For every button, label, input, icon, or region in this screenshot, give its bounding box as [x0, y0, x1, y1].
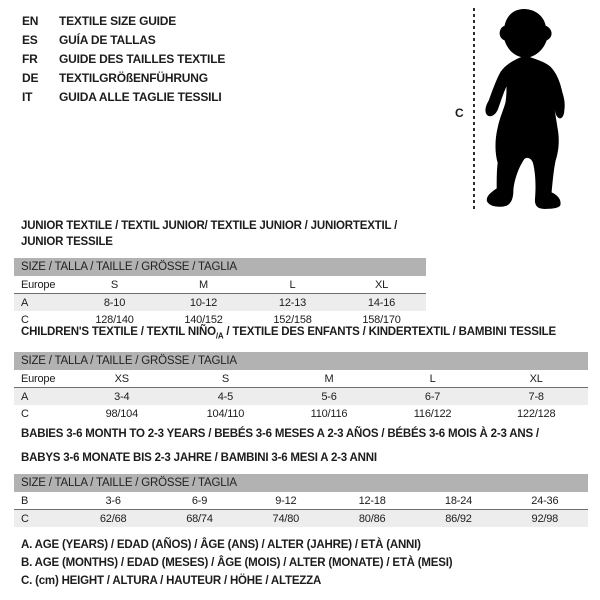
- height-measure-label: C: [455, 106, 464, 120]
- value-cell: 110/116: [310, 407, 348, 420]
- language-row: [22, 69, 225, 88]
- language-code: IT: [22, 90, 33, 104]
- language-label: GUIDA ALLE TAGLIE TESSILI: [59, 90, 222, 104]
- table-row: [14, 510, 588, 528]
- legend-line: A. AGE (YEARS) / EDAD (AÑOS) / ÂGE (ANS) / ALTER (JAHRE) / ETÀ (ANNI): [21, 539, 421, 551]
- babies-table-title: [14, 426, 588, 466]
- language-code: DE: [22, 71, 39, 85]
- language-row: [22, 31, 225, 50]
- value-cell: S: [221, 372, 229, 385]
- table-row: [14, 492, 588, 510]
- babies-size-table: [14, 474, 588, 527]
- value-cell: 8-10: [70, 294, 159, 312]
- table-row: [14, 276, 426, 294]
- table-title-line: BABYS 3-6 MONATE BIS 2-3 JAHRE / BAMBINI 3-6 MESI A 2-3 ANNI: [21, 452, 377, 464]
- value-cell: 3-6: [105, 494, 121, 507]
- language-label: TEXTILE SIZE GUIDE: [59, 14, 177, 28]
- table-title-line: JUNIOR TEXTILE / TEXTIL JUNIOR/ TEXTILE JUNIOR / JUNIORTEXTIL / JUNIOR TESSILE: [21, 220, 398, 248]
- language-code: ES: [22, 33, 38, 47]
- legend-line: B. AGE (MONTHS) / EDAD (MESES) / ÂGE (MOIS) / ALTER (MONATE) / ETÀ (MESI): [21, 557, 453, 569]
- junior-size-table: [14, 258, 426, 328]
- value-cell: XL: [374, 278, 389, 291]
- table-row: [14, 388, 588, 406]
- children-size-table-section: [14, 324, 588, 422]
- value-cell: 12-13: [248, 294, 337, 312]
- value-cell: 6-7: [381, 388, 485, 406]
- language-label: TEXTILGRÖßENFÜHRUNG: [59, 71, 208, 85]
- value-cell: 9-12: [275, 494, 297, 507]
- value-cell: 4-5: [174, 388, 278, 406]
- value-cell: 104/110: [206, 407, 245, 420]
- table-row: [14, 405, 588, 422]
- value-cell: S: [110, 278, 119, 291]
- value-cell: 140/152: [184, 313, 223, 326]
- table-title-line: BABIES 3-6 MONTH TO 2-3 YEARS / BEBÉS 3-6 MESES A 2-3 AÑOS / BÉBÉS 3-6 MOIS À 2-3 ANS /: [21, 428, 539, 440]
- language-label: GUIDE DES TAILLES TEXTILE: [59, 52, 226, 66]
- row-label-cell: C: [21, 407, 29, 420]
- junior-table-title: [14, 218, 426, 250]
- value-cell: L: [429, 372, 436, 385]
- legend-line: C. (cm) HEIGHT / ALTURA / HAUTEUR / HÖHE / ALTEZZA: [21, 575, 322, 587]
- children-table-title: [14, 324, 588, 344]
- table-row: [14, 294, 426, 312]
- size-header-row: [14, 258, 426, 276]
- measure-legend: [21, 536, 452, 590]
- row-label-cell: A: [14, 294, 70, 312]
- children-size-table: [14, 352, 588, 422]
- table-row: [14, 370, 588, 388]
- size-header-cell: SIZE / TALLA / TAILLE / GRÖSSE / TAGLIA: [14, 258, 426, 276]
- value-cell: 14-16: [337, 294, 426, 312]
- value-cell: 86/92: [415, 510, 501, 528]
- value-cell: 12-18: [358, 494, 386, 507]
- value-cell: XL: [529, 372, 543, 385]
- language-row: [22, 88, 225, 107]
- value-cell: 80/86: [329, 510, 415, 528]
- value-cell: 7-8: [484, 388, 588, 406]
- value-cell: 92/98: [502, 510, 588, 528]
- value-cell: 152/158: [273, 313, 312, 326]
- language-code: FR: [22, 52, 38, 66]
- size-header-cell: SIZE / TALLA / TAILLE / GRÖSSE / TAGLIA: [14, 474, 588, 492]
- row-label-cell: B: [21, 494, 29, 507]
- value-cell: 5-6: [277, 388, 381, 406]
- value-cell: 10-12: [159, 294, 248, 312]
- value-cell: 158/170: [362, 313, 401, 326]
- size-header-row: [14, 352, 588, 370]
- value-cell: 68/74: [156, 510, 242, 528]
- toddler-silhouette-image: [482, 5, 580, 215]
- value-cell: XS: [114, 372, 129, 385]
- size-header-row: [14, 474, 588, 492]
- value-cell: 74/80: [243, 510, 329, 528]
- value-cell: 116/122: [413, 407, 452, 420]
- language-label: GUÍA DE TALLAS: [59, 33, 156, 47]
- babies-size-table-section: [14, 426, 588, 527]
- value-cell: 98/104: [105, 407, 139, 420]
- height-measure-dashed-line: [473, 8, 475, 210]
- value-cell: L: [289, 278, 296, 291]
- value-cell: 62/68: [70, 510, 156, 528]
- value-cell: M: [199, 278, 208, 291]
- value-cell: 3-4: [70, 388, 174, 406]
- row-label-cell: Europe: [21, 372, 56, 385]
- value-cell: 6-9: [191, 494, 208, 507]
- row-label-cell: A: [14, 388, 70, 406]
- row-label-cell: C: [14, 510, 70, 528]
- value-cell: 24-36: [531, 494, 559, 507]
- language-row: [22, 50, 225, 69]
- size-header-cell: SIZE / TALLA / TAILLE / GRÖSSE / TAGLIA: [14, 352, 588, 370]
- value-cell: M: [324, 372, 334, 385]
- row-label-cell: C: [21, 313, 29, 326]
- value-cell: 128/140: [95, 313, 134, 326]
- language-code: EN: [22, 14, 39, 28]
- table-title-line: CHILDREN'S TEXTILE / TEXTIL $NIÑO_{/A}$ / TEXTILE DES ENFANTS / KINDERTEXTIL / BAMBINI TESSILE: [21, 326, 556, 341]
- row-label-cell: Europe: [21, 278, 56, 291]
- junior-size-table-section: [14, 218, 426, 328]
- language-row: [22, 12, 225, 31]
- language-title-list: [22, 12, 225, 107]
- value-cell: 122/128: [517, 407, 556, 420]
- value-cell: 18-24: [444, 494, 473, 507]
